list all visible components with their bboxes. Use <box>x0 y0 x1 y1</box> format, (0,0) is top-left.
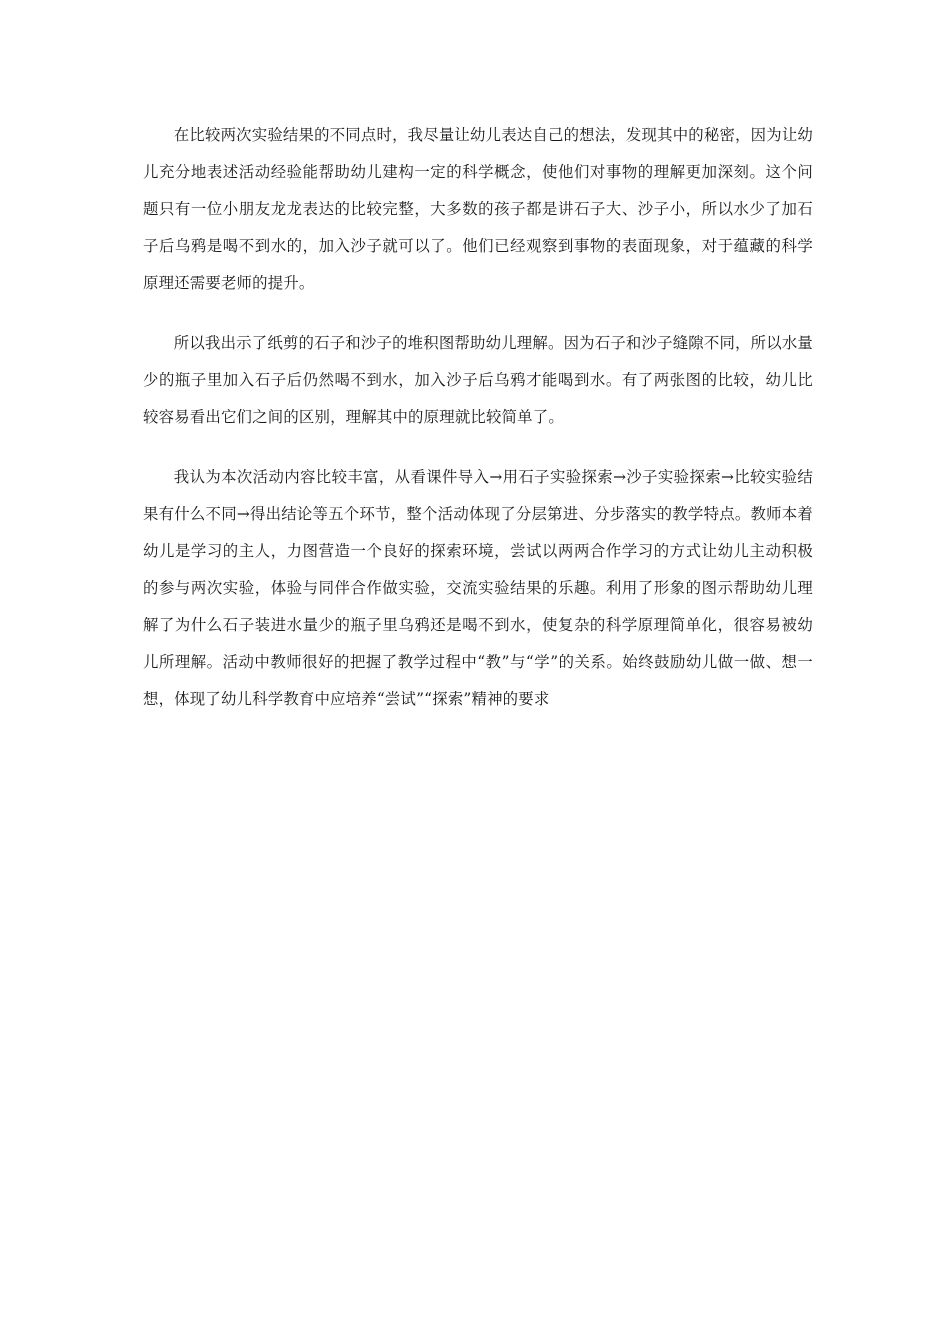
paragraph-1: 在比较两次实验结果的不同点时，我尽量让幼儿表达自己的想法，发现其中的秘密，因为让幼儿充分地表述活动经验能帮助幼儿建构一定的科学概念，使他们对事物的理解更加深刻。这个问题只有一位小朋友龙龙表达的比较完整，大多数的孩子都是讲石子大、沙子小，所以水少了加石子后乌鸦是喝不到水的，加入沙子就可以了。他们已经观察到事物的表面现象，对于蕴藏的科学原理还需要老师的提升。 <box>143 126 814 292</box>
paragraph-3: 我认为本次活动内容比较丰富，从看课件导入→用石子实验探索→沙子实验探索→比较实验结果有什么不同→得出结论等五个环节，整个活动体现了分层第进、分步落实的教学特点。教师本着幼儿是学习的主人，力图营造一个良好的探索环境，尝试以两两合作学习的方式让幼儿主动积极的参与两次实验，体验与同伴合作做实验，交流实验结果的乐趣。利用了形象的图示帮助幼儿理解了为什么石子装进水量少的瓶子里乌鸦还是喝不到水，使复杂的科学原理简单化，很容易被幼儿所理解。活动中教师很好的把握了教学过程中“教”与“学”的关系。始终鼓励幼儿做一做、想一想，体现了幼儿科学教育中应培养“尝试”“探索”精神的要求 <box>143 468 813 708</box>
paragraph-2: 所以我出示了纸剪的石子和沙子的堆积图帮助幼儿理解。因为石子和沙子缝隙不同，所以水量少的瓶子里加入石子后仍然喝不到水，加入沙子后乌鸦才能喝到水。有了两张图的比较，幼儿比较容易看出它们之间的区别，理解其中的原理就比较简单了。 <box>143 334 814 426</box>
document-body <box>143 117 813 741</box>
